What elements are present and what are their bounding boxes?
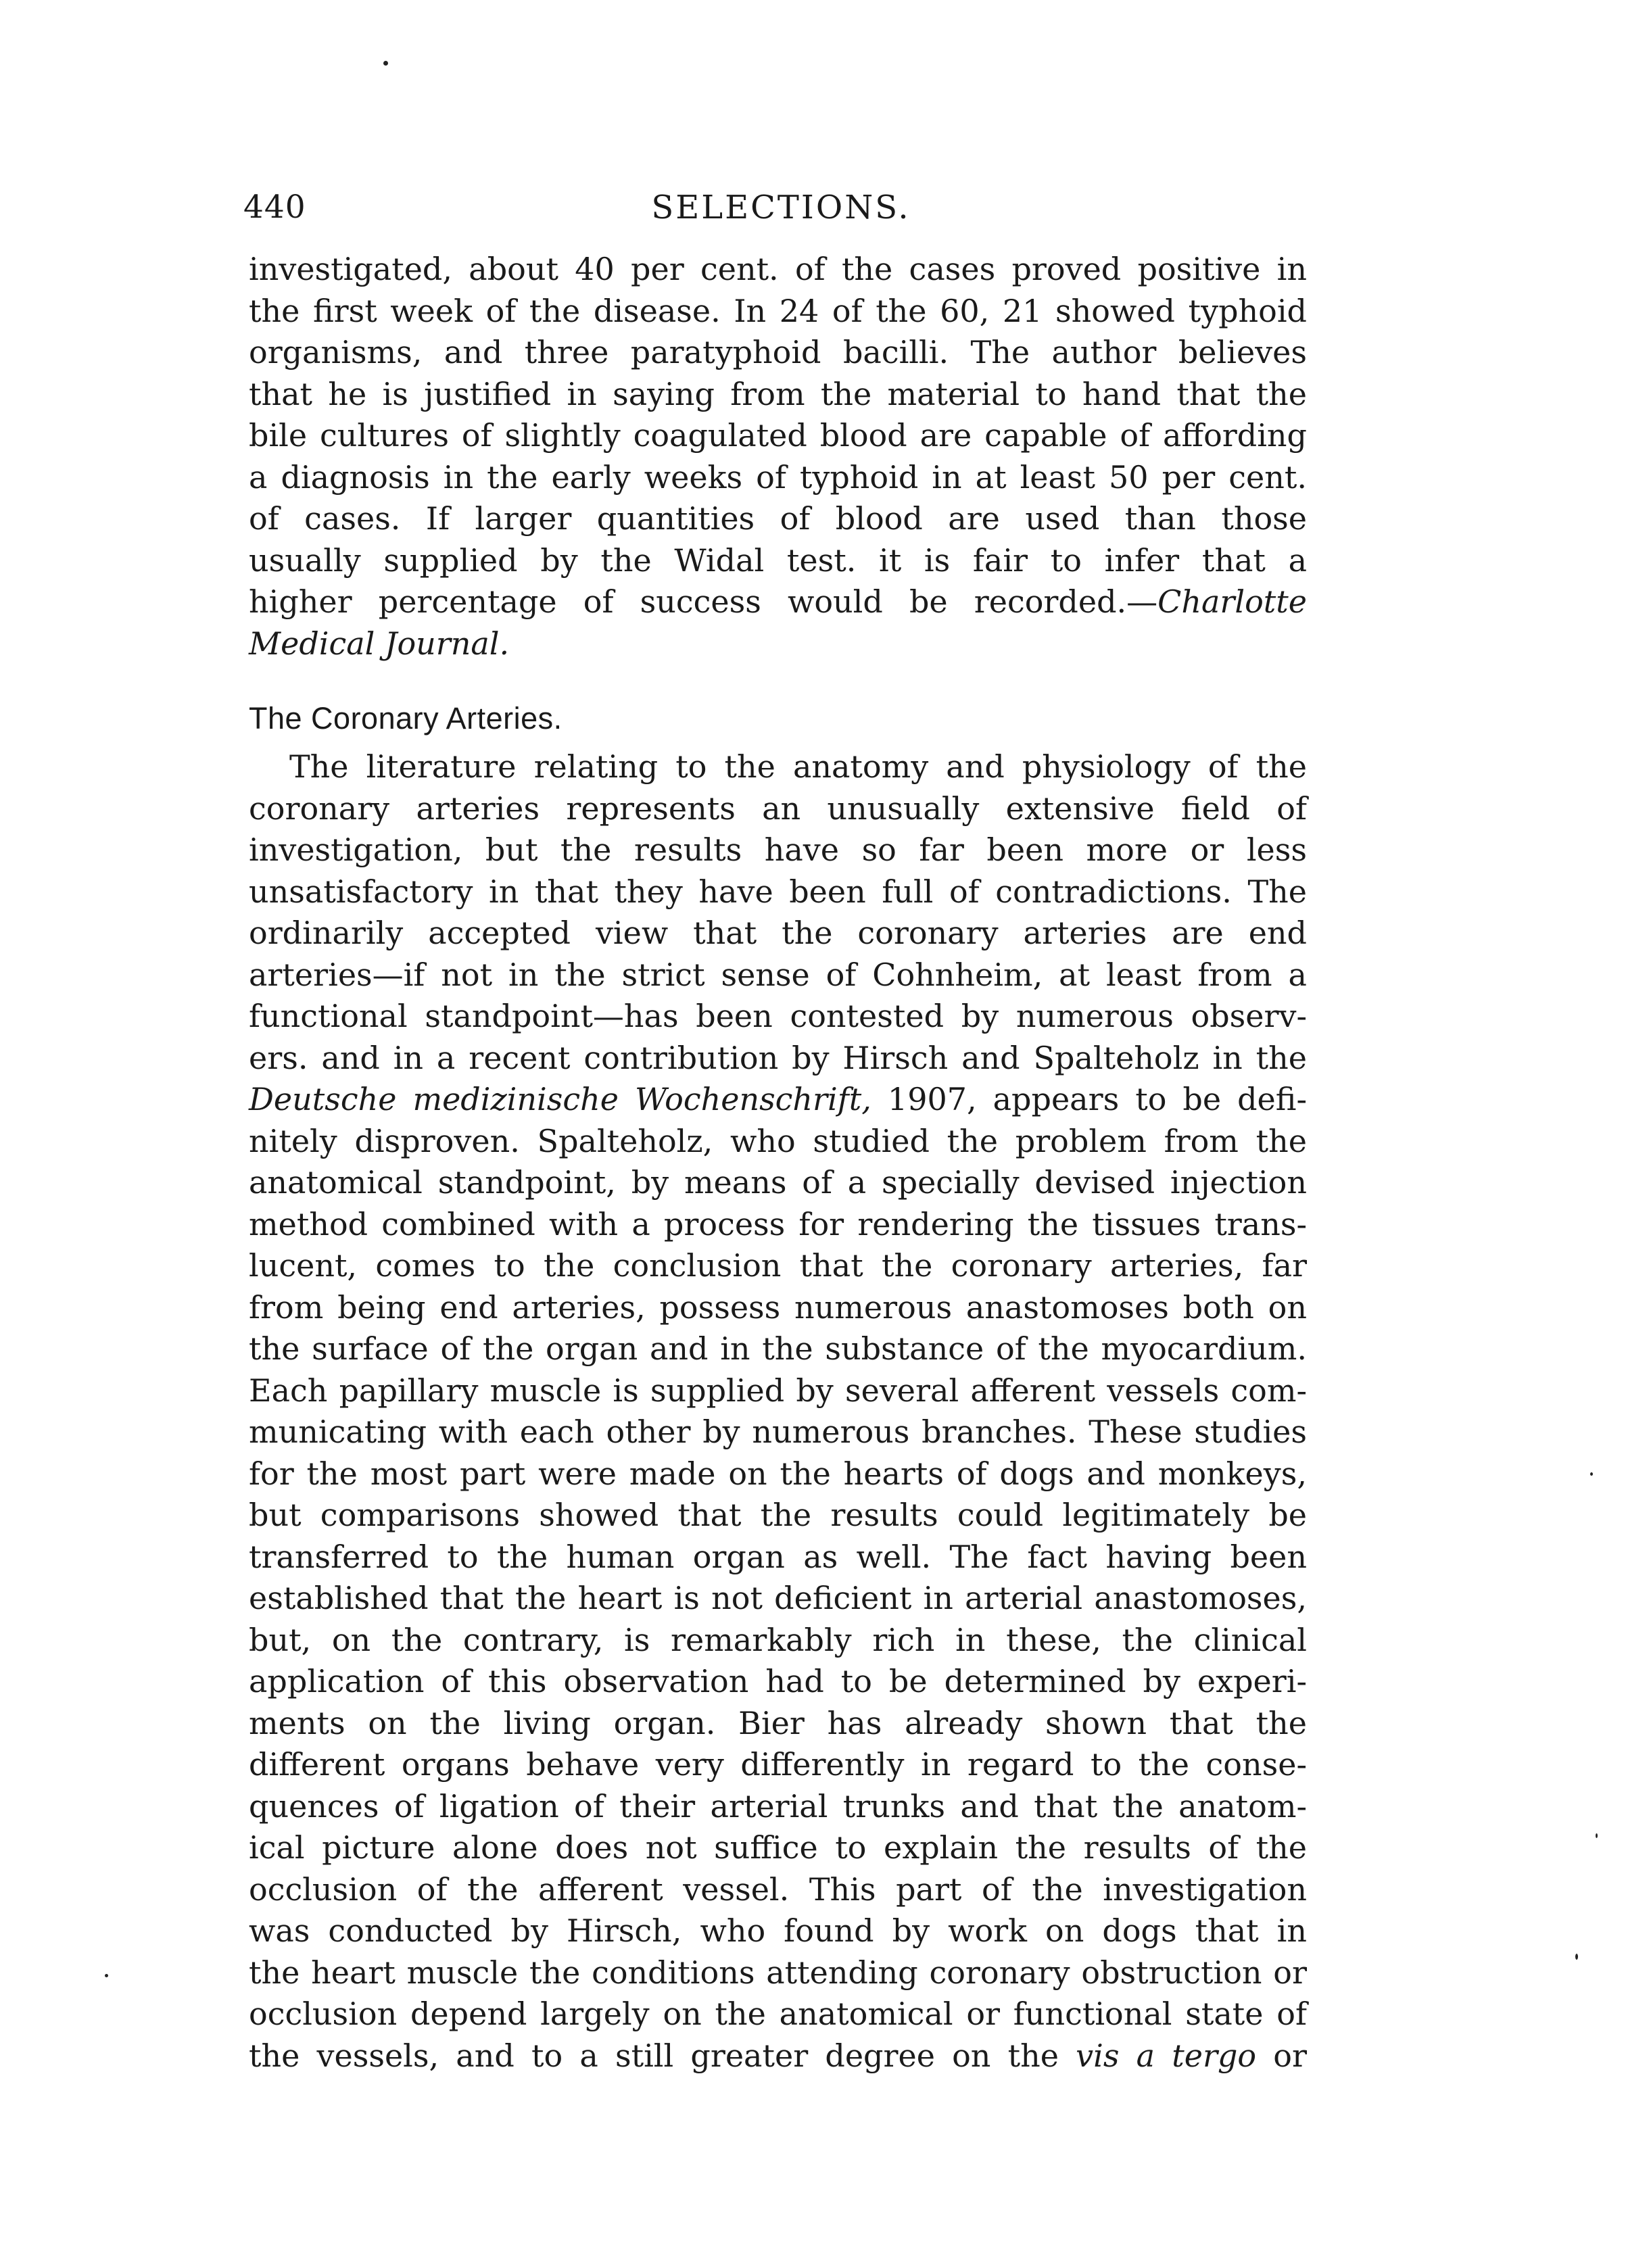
text-line: lucent, comes to the conclusion that the coronary arteries, far <box>249 1247 1307 1284</box>
text-line: nitely disproven. Spalteholz, who studied the problem from the <box>249 1122 1307 1159</box>
text-line: established that the heart is not deficient in arterial anastomoses, <box>249 1580 1307 1616</box>
running-head: SELECTIONS. <box>651 189 911 226</box>
text-line: usually supplied by the Widal test. it is fair to infer that a <box>249 541 1307 579</box>
text-line: of cases. If larger quantities of blood are used than those <box>249 500 1307 537</box>
text-line: ments on the living organ. Bier has already shown that the <box>249 1704 1307 1741</box>
text-line: The literature relating to the anatomy and physiology of the <box>289 748 1307 785</box>
text-line: ordinarily accepted view that the coronary arteries are end <box>249 915 1307 951</box>
text-line: anatomical standpoint, by means of a specially devised injection <box>249 1164 1307 1201</box>
text-line: investigated, about 40 per cent. of the cases proved positive in <box>249 251 1307 287</box>
text-line: Medical Journal. <box>249 625 510 662</box>
scan-speck <box>383 61 388 66</box>
text-line: unsatisfactory in that they have been full of contradictions. The <box>249 873 1307 910</box>
text-line: occlusion depend largely on the anatomical or functional state of <box>249 1996 1307 2032</box>
text-line: the vessels, and to a still greater degree on the vis a tergo or <box>249 2037 1307 2074</box>
text-line: application of this observation had to be determined by experi- <box>249 1663 1307 1699</box>
paragraph-continued <box>249 249 1307 665</box>
text-line: transferred to the human organ as well. The fact having been <box>249 1538 1307 1575</box>
text-line: was conducted by Hirsch, who found by work on dogs that in <box>249 1912 1307 1949</box>
text-line: a diagnosis in the early weeks of typhoid in at least 50 per cent. <box>249 458 1307 496</box>
text-line: different organs behave very differently in regard to the conse- <box>249 1746 1307 1783</box>
text-line: higher percentage of success would be recorded.—Charlotte <box>249 583 1307 620</box>
text-line: bile cultures of slightly coagulated blood are capable of affording <box>249 417 1307 454</box>
text-line: ers. and in a recent contribution by Hirsch and Spalteholz in the <box>249 1039 1307 1076</box>
text-line: Deutsche medizinische Wochenschrift, 1907, appears to be defi- <box>249 1081 1307 1117</box>
text-line: ical picture alone does not suffice to explain the results of the <box>249 1829 1307 1866</box>
text-line: arteries—if not in the strict sense of Cohnheim, at least from a <box>249 956 1307 993</box>
page-number: 440 <box>243 189 306 226</box>
text-line: for the most part were made on the hearts of dogs and monkeys, <box>249 1455 1307 1492</box>
text-line: occlusion of the afferent vessel. This part of the investigation <box>249 1871 1307 1908</box>
scan-speck <box>1575 1954 1578 1960</box>
text-line: the first week of the disease. In 24 of the 60, 21 showed typhoid <box>249 292 1307 329</box>
scan-speck <box>1596 1833 1598 1838</box>
text-line: Each papillary muscle is supplied by several afferent vessels com- <box>249 1372 1307 1409</box>
text-line: coronary arteries represents an unusually extensive field of <box>249 790 1307 827</box>
text-line: organisms, and three paratyphoid bacilli. The author believes <box>249 334 1307 370</box>
text-line: investigation, but the results have so far been more or less <box>249 831 1307 868</box>
text-line: that he is justified in saying from the material to hand that the <box>249 375 1307 412</box>
section-heading: The Coronary Arteries. <box>249 701 563 735</box>
text-line: but, on the contrary, is remarkably rich in these, the clinical <box>249 1621 1307 1658</box>
scan-speck <box>105 1974 108 1977</box>
text-line: method combined with a process for rendering the tissues trans- <box>249 1205 1307 1242</box>
text-line: the surface of the organ and in the substance of the myocardium. <box>249 1330 1307 1367</box>
text-line: from being end arteries, possess numerous anastomoses both on <box>249 1288 1307 1326</box>
text-line: but comparisons showed that the results could legitimately be <box>249 1497 1307 1533</box>
paragraph-coronary-arteries <box>249 746 1307 2077</box>
text-line: functional standpoint—has been contested by numerous observ- <box>249 998 1307 1034</box>
text-line: the heart muscle the conditions attending coronary obstruction or <box>249 1954 1307 1991</box>
page-header <box>243 184 1318 231</box>
scan-speck <box>1590 1472 1593 1476</box>
text-line: quences of ligation of their arterial trunks and that the anatom- <box>249 1787 1307 1825</box>
text-line: municating with each other by numerous branches. These studies <box>249 1414 1307 1450</box>
